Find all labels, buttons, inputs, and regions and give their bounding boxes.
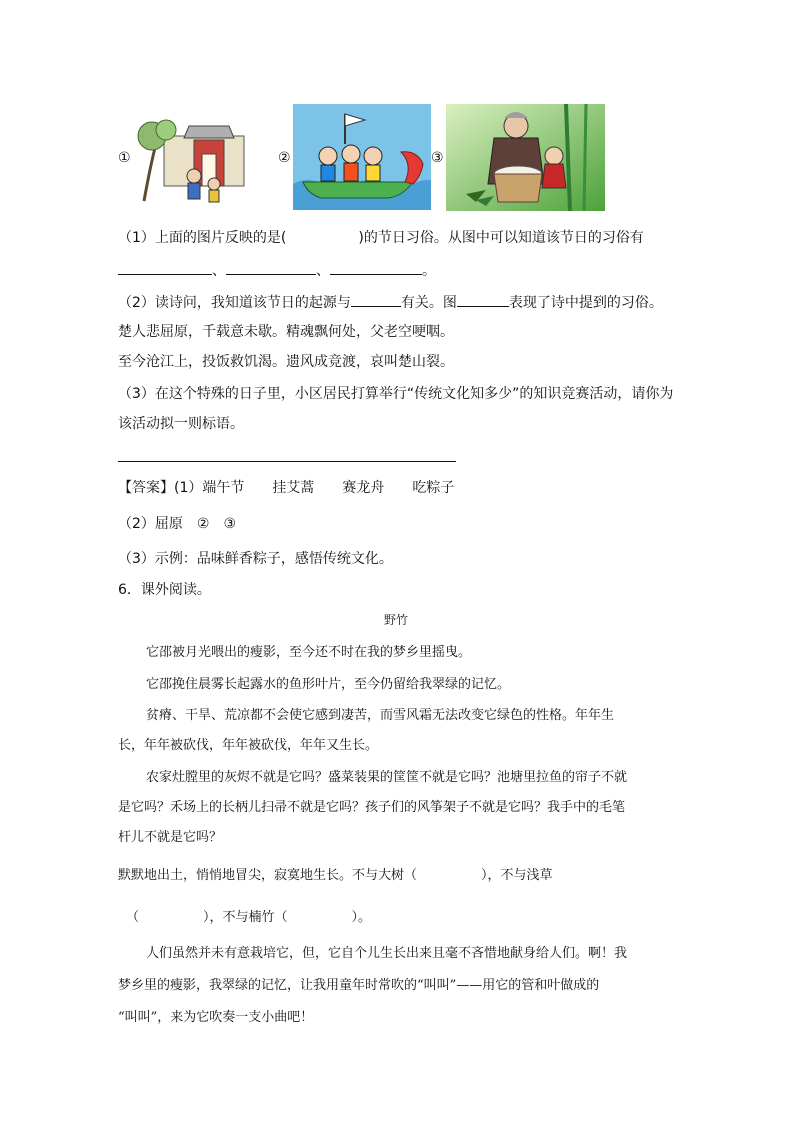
section-6-heading: 6．课外阅读。: [118, 582, 211, 598]
poem-line-2: 至今沧江上，投饭救饥渴。遗风成竞渡，哀叫楚山裂。: [118, 354, 454, 370]
question-3-line-1: （3）在这个特殊的日子里，小区居民打算举行“传统文化知多少”的知识竞赛活动，请你为: [118, 386, 674, 402]
reading-paragraph-6-line-3: “叫叫”，来为它吹奏一支小曲吧！: [118, 1010, 314, 1025]
reading-paragraph-6-line-2: 梦乡里的瘦影，我翠绿的记忆，让我用童年时常吹的“叫叫”——用它的管和叶做成的: [118, 978, 600, 993]
answer-line-1: 【答案】(1）端午节 挂艾蒿 赛龙舟 吃粽子: [118, 480, 455, 496]
reading-paragraph-4-line-3: 杆儿不就是它吗？: [118, 830, 223, 845]
custom-blank-3[interactable]: [330, 260, 422, 275]
reading-paragraph-5-line-2: （ ），不与楠竹（ ）。: [126, 910, 372, 925]
image-label-1: ①: [118, 150, 131, 166]
festival-name-blank[interactable]: [286, 228, 358, 242]
image-label-2: ②: [278, 150, 291, 166]
reading-paragraph-6-line-1: 人们虽然并未有意栽培它，但，它自个儿生长出来且毫不吝惜地献身给人们。啊！我: [146, 946, 628, 961]
question-1-line-2: 、 、 。: [118, 260, 436, 281]
slogan-answer-line[interactable]: [118, 461, 456, 462]
reading-title: 野竹: [384, 613, 409, 627]
reading-paragraph-4-line-2: 是它吗？禾场上的长柄儿扫帚不就是它吗？孩子们的风筝架子不就是它吗？我手中的毛笔: [118, 800, 626, 815]
question-3-line-2: 该活动拟一则标语。: [118, 416, 244, 432]
question-1-text-a: （1）上面的图片反映的是(: [118, 230, 287, 246]
origin-blank[interactable]: [351, 292, 401, 307]
answer-line-3: （3）示例：品味鲜香粽子，感悟传统文化。: [118, 551, 393, 567]
picture-number-blank[interactable]: [457, 292, 509, 307]
reading-paragraph-5-line-1: 默默地出土，悄悄地冒尖，寂寞地生长。不与大树（ ），不与浅草: [118, 868, 553, 883]
reading-paragraph-3-line-1: 贫瘠、干旱、荒凉都不会使它感到凄苦，而雪风霜无法改变它绿色的性格。年年生: [146, 708, 615, 723]
answer-line-2: （2）屈原 ② ③: [118, 516, 237, 532]
custom-blank-1[interactable]: [118, 260, 212, 275]
reading-paragraph-3-line-2: 长，年年被砍伐，年年被砍伐，年年又生长。: [118, 738, 379, 753]
reading-paragraph-2: 它邵挽住晨雾长起露水的鱼形叶片，至今仍留给我翠绿的记忆。: [146, 677, 511, 692]
question-1-line-1: [118, 228, 644, 248]
image-label-3: ③: [431, 150, 444, 166]
poem-line-1: 楚人悲屈原，千载意未歇。精魂飘何处，父老空哽咽。: [118, 324, 454, 340]
reading-paragraph-4-line-1: 农家灶膛里的灰烬不就是它吗？盛菜装果的筐筐不就是它吗？池塘里拉鱼的帘子不就: [146, 770, 628, 785]
festival-picture-2: [293, 104, 431, 210]
custom-blank-2[interactable]: [226, 260, 316, 275]
festival-picture-3: [446, 104, 605, 211]
question-1-text-b: )的节日习俗。从图中可以知道该节日的习俗有: [358, 230, 644, 246]
question-2-line: （2）读诗问，我知道该节日的起源与 有关。图 表现了诗中提到的习俗。: [118, 292, 663, 313]
festival-picture-1: [134, 106, 270, 210]
reading-paragraph-1: 它邵被月光喂出的瘦影，至今还不时在我的梦乡里摇曳。: [146, 645, 472, 660]
